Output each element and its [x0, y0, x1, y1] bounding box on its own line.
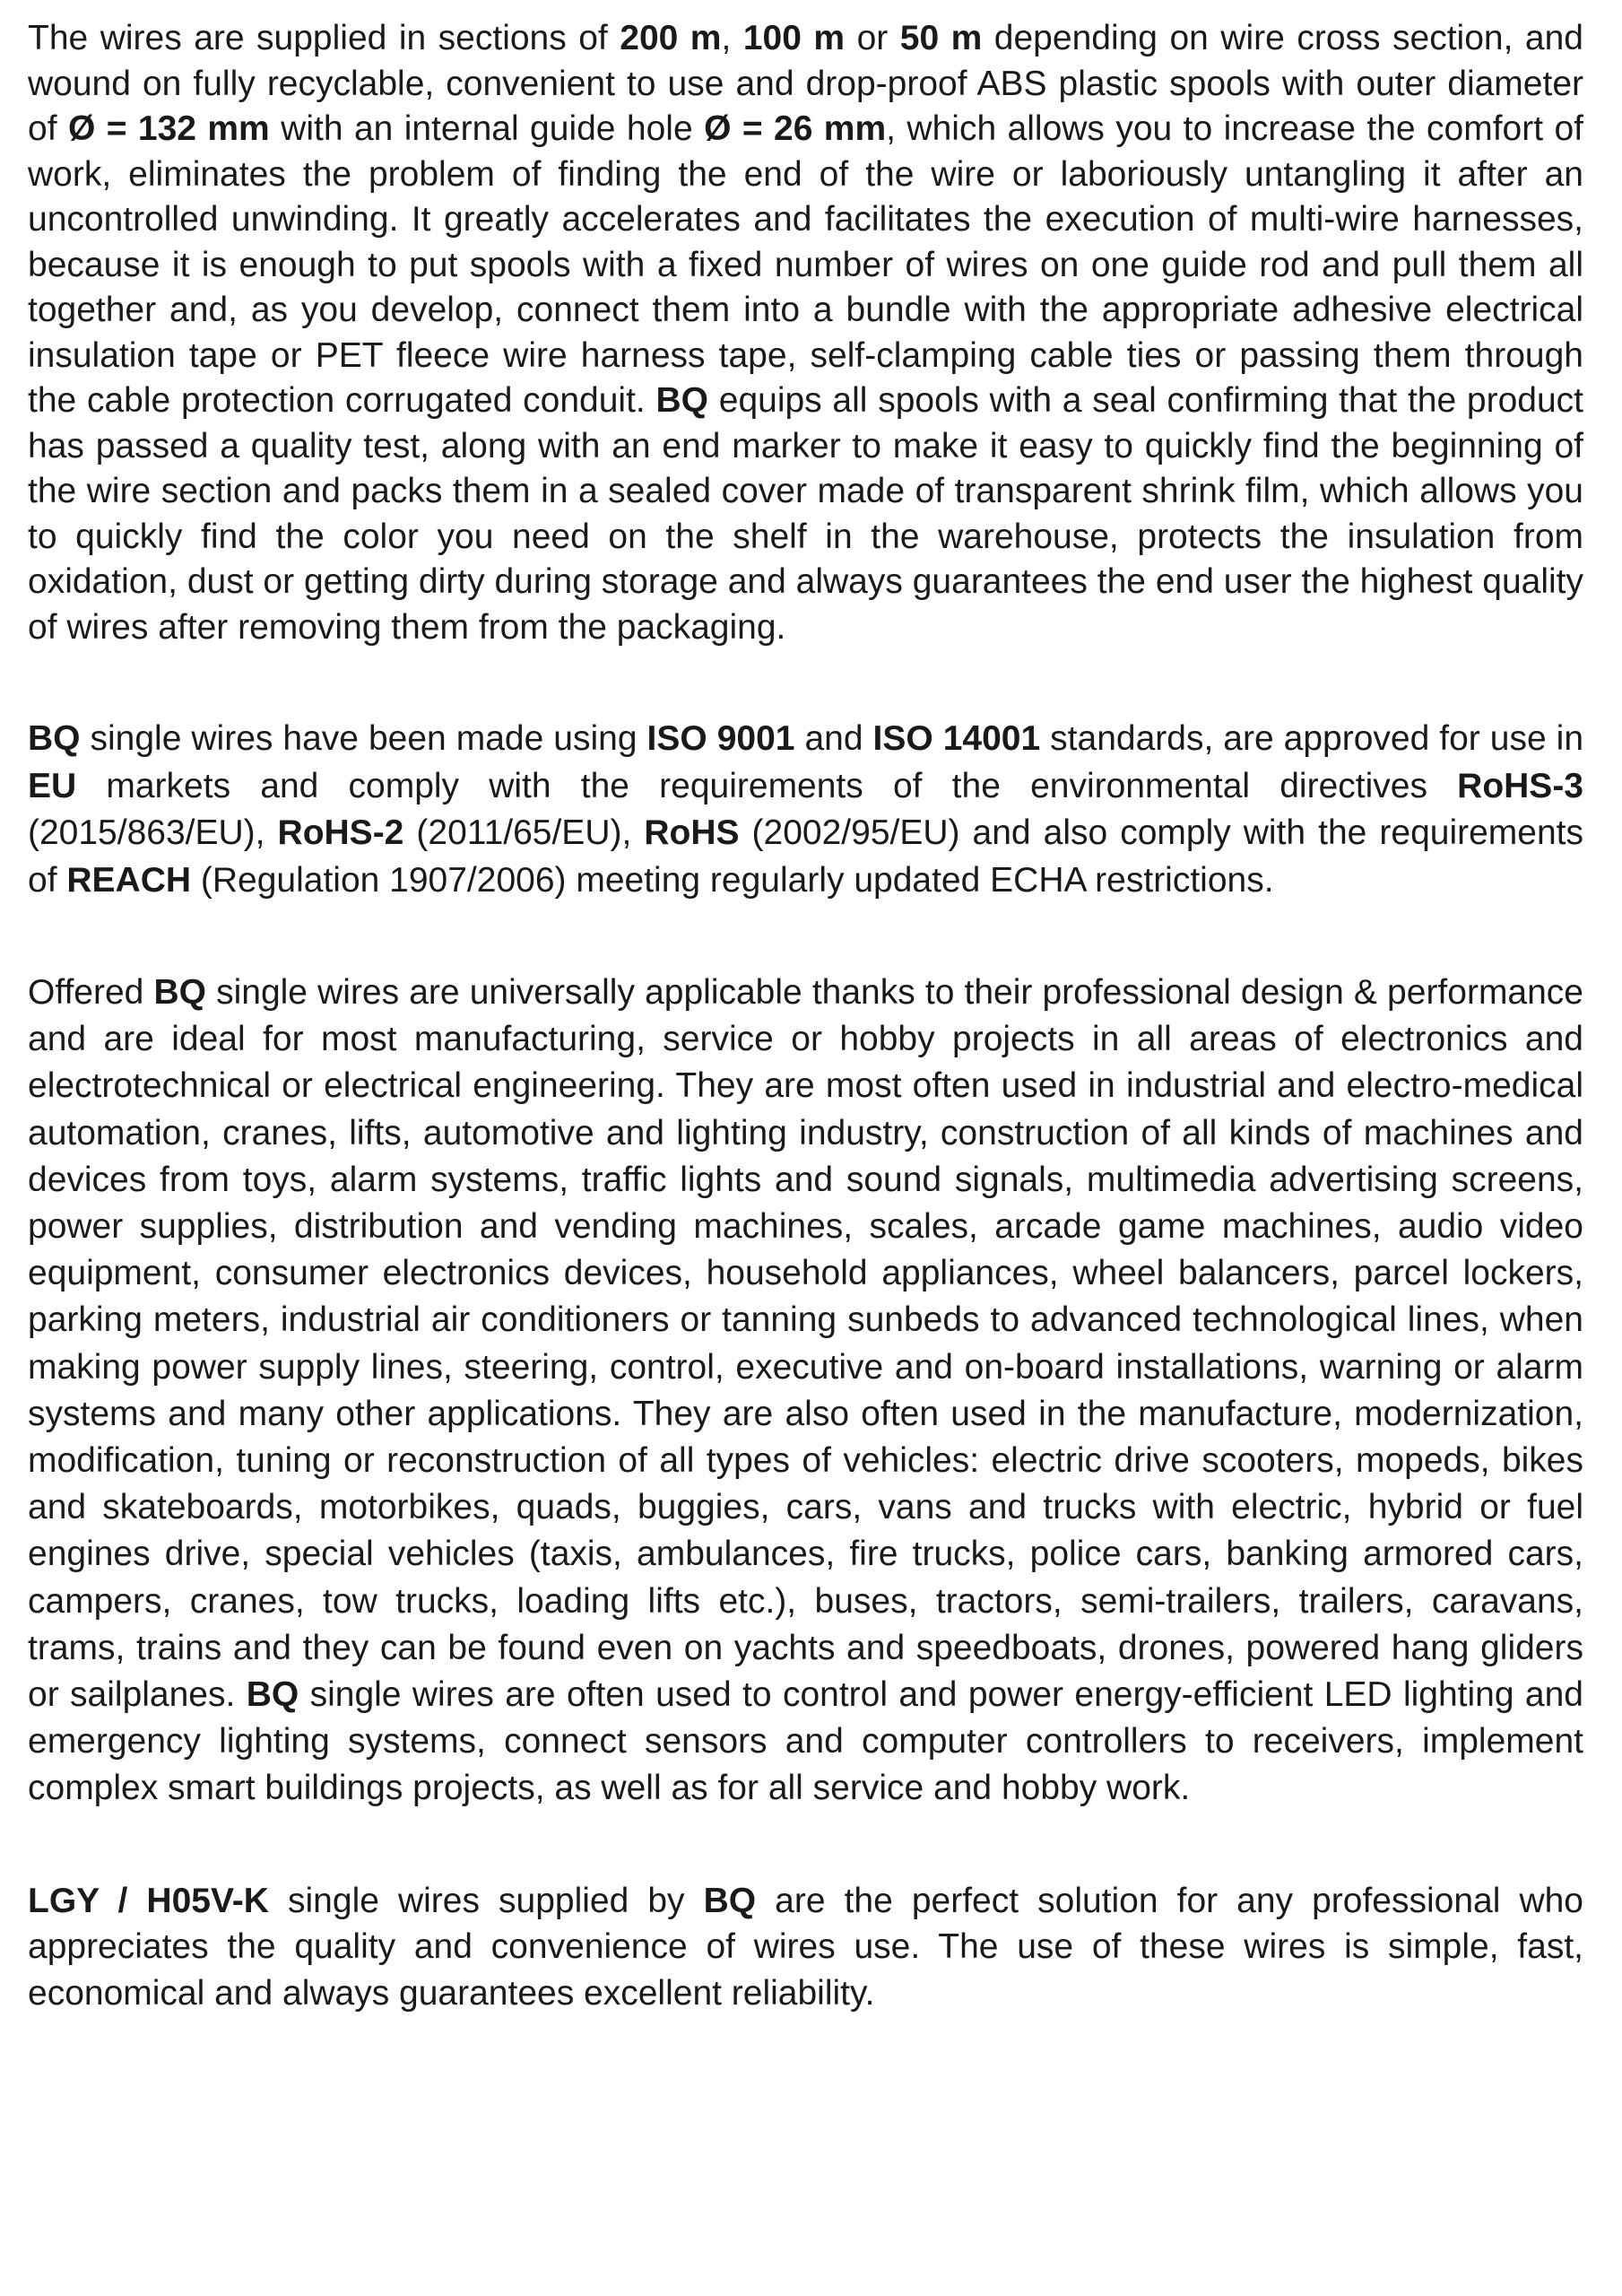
paragraph-text: , which allows you to increase the comfort of work, eliminates the problem of finding the end of the wire or laboriously untangling it after an uncontrolled unwinding. It greatly accelerates and facilitates the execution of multi-wire harnesses, because it is enough to put spools with a fixed number of wires on one guide rod and pull them all together and, as you develop, connect them into a bundle with the appropriate adhesive electrical insulation tape or PET fleece wire harness tape, self-clamping cable ties or passing them through the cable protection corrugated conduit.: [28, 109, 1584, 420]
bold-term: 200 m: [620, 19, 722, 57]
bold-term: Ø = 132 mm: [67, 109, 270, 148]
paragraph-text: Offered: [28, 973, 154, 1012]
paragraph-text: single wires supplied by: [268, 1881, 704, 1920]
paragraph-text: The wires are supplied in sections of: [28, 19, 620, 57]
document-page: [28, 16, 1583, 2016]
paragraph-text: and: [794, 719, 873, 758]
paragraph-text: (2015/863/EU),: [28, 813, 278, 852]
bold-term: EU: [28, 766, 77, 805]
paragraph-text: single wires are universally applicable thanks to their professional design & performance and are ideal for most manufacturing, service or hobby projects in all areas of electronics and electrotechnical or electrical engineering. They are most often used in industrial and electro-medical automation, cranes, lifts, automotive and lighting industry, construction of all kinds of machines and devices from toys, alarm systems, traffic lights and sound signals, multimedia advertising screens, power supplies, distribution and vending machines, scales, arcade game machines, audio video equipment, consumer electronics devices, household appliances, wheel balancers, parcel lockers, parking meters, industrial air conditioners or tanning sunbeds to advanced technological lines, when making power supply lines, steering, control, executive and on-board installations, warning or alarm systems and many other applications. They are also often used in the manufacture, modernization, modification, tuning or reconstruction of all types of vehicles: electric drive scooters, mopeds, bikes and skateboards, motorbikes, quads, buggies, cars, vans and trucks with electric, hybrid or fuel engines drive, special vehicles (taxis, ambulances, fire trucks, police cars, banking armored cars, campers, cranes, tow trucks, loading lifts etc.), buses, tractors, semi-trailers, trailers, caravans, trams, trains and they can be found even on yachts and speedboats, drones, powered hang gliders or sailplanes.: [28, 973, 1583, 1715]
bold-term: LGY / H05V-K: [28, 1881, 269, 1920]
bold-term: BQ: [153, 973, 206, 1012]
paragraph-text: single wires have been made using: [80, 719, 647, 758]
bold-term: 100 m: [742, 19, 846, 57]
paragraph-text: (Regulation 1907/2006) meeting regularly updated ECHA restrictions.: [191, 860, 1274, 900]
bold-term: RoHS: [644, 813, 740, 852]
paragraph-text: are the perfect solution for any professional who appreciates the quality and convenience of wires use. The use of these wires is simple, fast, economical and always guarantees excellent reliability.: [28, 1881, 1583, 2013]
bold-term: BQ: [703, 1881, 757, 1920]
bold-term: RoHS-2: [277, 813, 404, 852]
paragraph-text: equips all spools with a seal confirming that the product has passed a quality test, along with an end marker to make it easy to quickly find the beginning of the wire section and packs them in a sealed cover made of transparent shrink film, which allows you to quickly find the color you need on the shelf in the warehouse, protects the insulation from oxidation, dust or getting dirty during storage and always guarantees the end user the highest quality of wires after removing them from the packaging.: [28, 381, 1583, 647]
paragraph-standards-compliance: [28, 716, 1583, 904]
bold-term: BQ: [246, 1675, 299, 1715]
paragraph-summary: [28, 1878, 1583, 2017]
paragraph-text: with an internal guide hole: [269, 109, 705, 148]
bold-term: BQ: [655, 381, 709, 420]
paragraph-text: single wires are often used to control and power energy-efficient LED lighting and emergency lighting systems, connect sensors and computer controllers to receivers, implement complex smart buildings projects, as well as for all service and hobby work.: [28, 1675, 1583, 1808]
bold-term: Ø = 26 mm: [704, 109, 887, 148]
paragraph-text: (2011/65/EU),: [403, 813, 645, 852]
bold-term: REACH: [66, 860, 192, 900]
paragraph-text: depending on wire cross section, and wound on fully recyclable, convenient to use and drop-proof ABS plastic spools with outer diameter of: [28, 19, 1583, 148]
bold-term: BQ: [28, 719, 81, 758]
bold-term: ISO 14001: [872, 719, 1041, 758]
bold-term: ISO 9001: [646, 719, 795, 758]
bold-term: 50 m: [899, 19, 983, 57]
paragraph-text: markets and comply with the requirements of the environmental directives: [76, 766, 1458, 805]
paragraph-supply-and-packaging: [28, 16, 1583, 650]
bold-term: RoHS-3: [1457, 766, 1583, 805]
paragraph-text: or: [845, 19, 900, 57]
paragraph-text: (2002/95/EU) and also comply with the requirements of: [28, 813, 1583, 900]
paragraph-text: ,: [721, 19, 743, 57]
paragraph-text: standards, are approved for use in: [1040, 719, 1584, 758]
paragraph-applications: [28, 970, 1583, 1813]
